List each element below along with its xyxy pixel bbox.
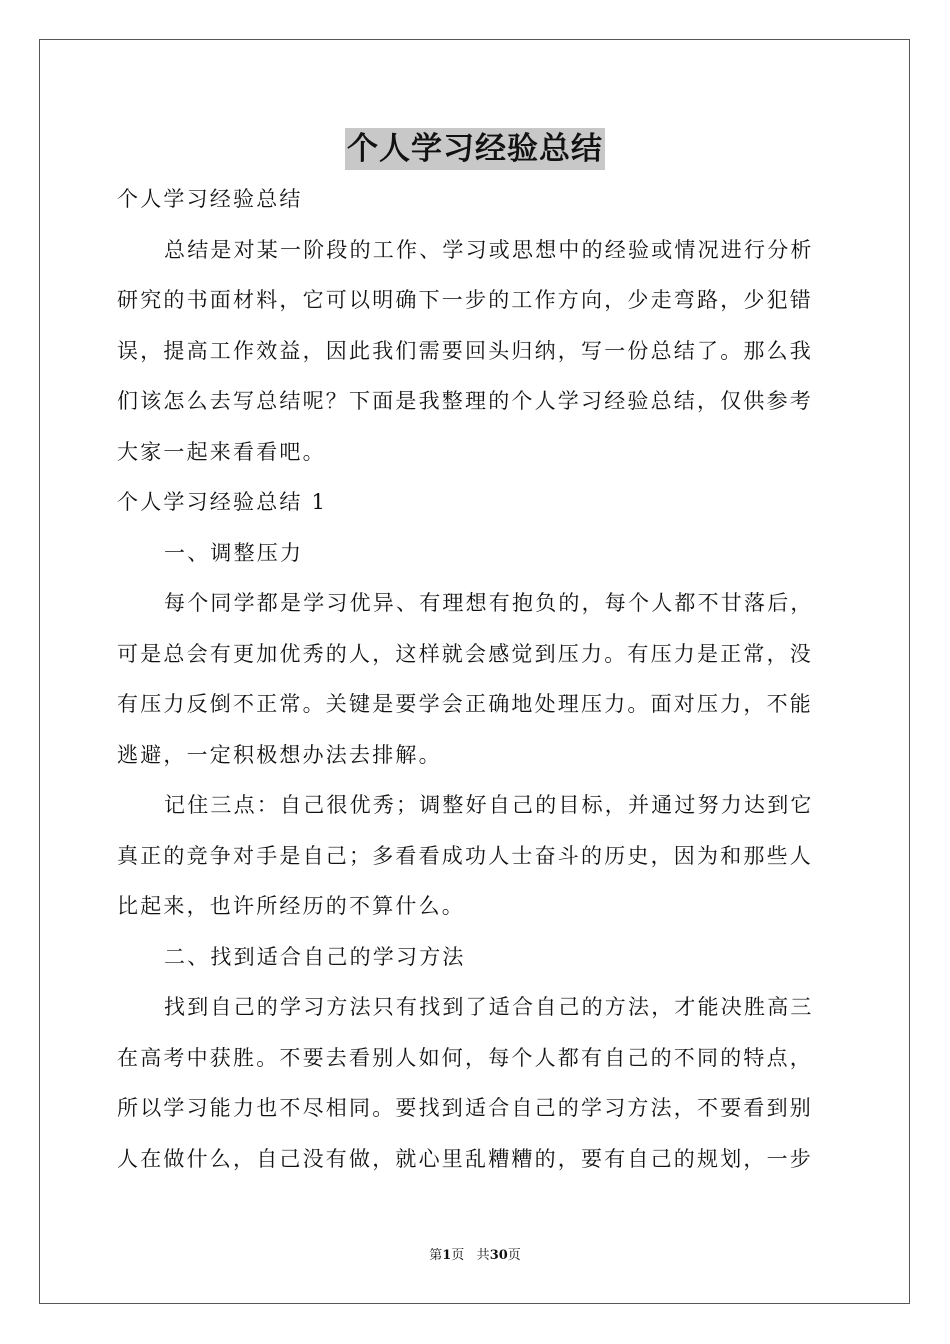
intro-line: 误，提高工作效益，因此我们需要回头归纳，写一份总结了。那么我 (117, 338, 813, 363)
heading-study-method: 二、找到适合自己的学习方法 (164, 944, 466, 969)
document-title: 个人学习经验总结 (345, 128, 605, 170)
paragraph-line: 在高考中获胜。不要去看别人如何，每个人都有自己的不同的特点， (117, 1045, 813, 1070)
paragraph-line: 找到自己的学习方法只有找到了适合自己的方法，才能决胜高三 (164, 995, 814, 1019)
page-number: 1 (442, 1248, 452, 1263)
document-body (117, 174, 833, 1184)
section-title: 个人学习经验总结 1 (117, 490, 328, 514)
paragraph-line: 每个同学都是学习优异、有理想有抱负的，每个人都不甘落后， (164, 591, 814, 615)
subtitle-line: 个人学习经验总结 (117, 187, 303, 211)
page-suffix: 页 (451, 1248, 465, 1263)
intro-line: 研究的书面材料，它可以明确下一步的工作方向，少走弯路，少犯错 (117, 288, 813, 312)
paragraph-line: 记住三点：自己很优秀；调整好自己的目标，并通过努力达到它 (164, 793, 814, 817)
intro-line: 们该怎么去写总结呢？下面是我整理的个人学习经验总结，仅供参考 (117, 389, 813, 413)
paragraph-line: 有压力反倒不正常。关键是要学会正确地处理压力。面对压力，不能 (117, 692, 813, 716)
intro-line: 大家一起来看看吧。 (117, 439, 326, 464)
paragraph-line: 比起来，也许所经历的不算什么。 (117, 894, 465, 918)
page-prefix: 第 (429, 1248, 443, 1263)
total-prefix: 共 (476, 1248, 490, 1263)
intro-line: 总结是对某一阶段的工作、学习或思想中的经验或情况进行分析 (164, 237, 814, 262)
paragraph-line: 人在做什么，自己没有做，就心里乱糟糟的，要有自己的规划，一步 (117, 1146, 813, 1171)
total-pages: 30 (489, 1248, 508, 1263)
heading-adjust-pressure: 一、调整压力 (164, 540, 304, 565)
paragraph-line: 真正的竞争对手是自己；多看看成功人士奋斗的历史，因为和那些人 (117, 843, 813, 868)
paragraph-line: 可是总会有更加优秀的人，这样就会感觉到压力。有压力是正常，没 (117, 641, 813, 666)
paragraph-line: 所以学习能力也不尽相同。要找到适合自己的学习方法，不要看到别 (117, 1096, 813, 1120)
total-suffix: 页 (507, 1248, 521, 1263)
title-container (0, 128, 950, 170)
paragraph-line: 逃避，一定积极想办法去排解。 (117, 742, 442, 767)
page-footer (0, 1246, 950, 1266)
